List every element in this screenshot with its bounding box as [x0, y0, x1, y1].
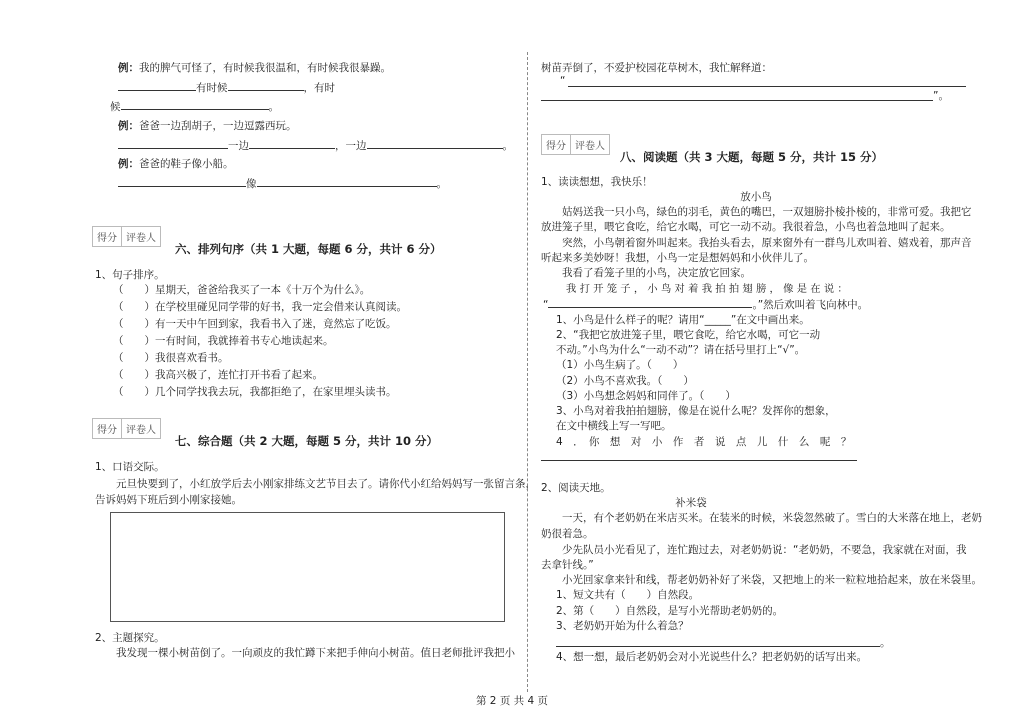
passage-2-title: 补米袋	[675, 497, 707, 509]
blank[interactable]	[121, 99, 269, 110]
passage-2-line: 奶很着急。	[541, 528, 594, 540]
passage-2-line: 小光回家拿来针和线，帮老奶奶补好了米袋，又把地上的米一粒粒地拾起来，放在米袋里。	[541, 574, 982, 586]
blank[interactable]	[118, 176, 246, 187]
reading-question: 不动。”小鸟为什么“一动不动”？请在括号里打上“√”。	[556, 344, 806, 356]
blank[interactable]	[548, 297, 752, 308]
reading-question: 3、老奶奶开始为什么着急？	[556, 620, 689, 632]
example-3-fill-line: 像 。	[118, 176, 447, 191]
example-2-fill-line: 一边 ，一边 。	[118, 138, 513, 153]
passage-2-line: 去拿针线。”	[541, 559, 594, 571]
section-7-title: 七、综合题（共 2 大题，每题 5 分，共计 10 分）	[175, 434, 439, 448]
passage-1-line: 突然，小鸟朝着窗外叫起来。我抬头看去，原来窗外有一群鸟儿欢叫着、嬉戏着，那声音	[541, 237, 972, 249]
section-7-q1-text: 元旦快要到了，小红放学后去小刚家排练文艺节目去了。请你代小红给妈妈写一张留言条，	[95, 478, 536, 490]
blank[interactable]	[257, 176, 437, 187]
reading-question: 1、短文共有（ ）自然段。	[556, 589, 700, 601]
reading-option[interactable]: （2）小鸟不喜欢我。（ ）	[556, 375, 694, 387]
section-7-q1: 1、口语交际。	[95, 461, 165, 473]
section-8-q1: 1、读读想想，我快乐！	[541, 176, 653, 188]
section-8-q2: 2、阅读天地。	[541, 482, 611, 494]
sort-item: （ ）有一天中午回到家，我看书入了迷，竟然忘了吃饭。	[113, 318, 397, 330]
reading-question: 4 ． 你 想 对 小 作 者 说 点 儿 什 么 呢 ？	[556, 436, 852, 448]
example-1: 例：我的脾气可怪了，有时候我很温和，有时候我很暴躁。	[118, 62, 391, 74]
example-1-fill-line-1: 有时候 ，有时	[118, 80, 335, 95]
passage-1-title: 放小鸟	[740, 191, 772, 203]
answer-line[interactable]	[568, 86, 966, 87]
section-8-title: 八、阅读题（共 3 大题，每题 5 分，共计 15 分）	[620, 150, 884, 164]
section-7-q2: 2、主题探究。	[95, 632, 165, 644]
passage-2-line: 一天，有个老奶奶在米店买米。在装米的时候，米袋忽然破了。雪白的大米落在地上，老奶	[541, 512, 982, 524]
quote-close: ”。	[933, 90, 949, 102]
passage-1-line: 听起来多美妙呀！我想，小鸟一定是想妈妈和小伙伴儿了。	[541, 252, 814, 264]
reading-option[interactable]: （1）小鸟生病了。（ ）	[556, 359, 684, 371]
blank[interactable]	[249, 138, 335, 149]
section-7-q1-text: 告诉妈妈下班后到小刚家接她。	[95, 494, 242, 506]
passage-1-quote: “ 。”然后欢叫着飞向林中。	[543, 299, 869, 311]
sort-item: （ ）星期天，爸爸给我买了一本《十万个为什么》。	[113, 284, 371, 296]
sort-item: （ ）我高兴极了，连忙打开书看了起来。	[113, 369, 323, 381]
passage-1-line: 我看了看笼子里的小鸟，决定放它回家。	[541, 267, 751, 279]
section-6-question: 1、句子排序。	[95, 269, 165, 281]
score-box: 得分 评卷人	[92, 226, 161, 247]
message-answer-box[interactable]	[110, 512, 505, 622]
section-7-q2-text: 我发现一棵小树苗倒了。一向顽皮的我忙蹲下来把手伸向小树苗。值日老师批评我把小	[95, 647, 515, 659]
passage-1-line: 我 打 开 笼 子 ， 小 鸟 对 着 我 拍 拍 翅 膀 ， 像 是 在 说 ：	[566, 283, 848, 295]
quote-open: “	[560, 75, 566, 87]
example-1-fill-line-2: 候 。	[110, 101, 279, 113]
sort-item: （ ）我很喜欢看书。	[113, 352, 229, 364]
blank[interactable]	[118, 138, 228, 149]
score-box: 得分 评卷人	[92, 418, 161, 439]
reading-question: 2、“我把它放进笼子里，喂它食吃，给它水喝，可它一动	[556, 329, 821, 341]
blank[interactable]	[118, 80, 196, 91]
passage-2-line: 少先队员小光看见了，连忙跑过去，对老奶奶说：“老奶奶，不要急，我家就在对面，我	[541, 544, 967, 556]
reading-question: 3、小鸟对着我拍拍翅膀，像是在说什么呢？发挥你的想象，	[556, 405, 836, 417]
sort-item: （ ）在学校里碰见同学带的好书，我一定会借来认真阅读。	[113, 301, 407, 313]
answer-period: 。	[880, 637, 891, 649]
answer-line[interactable]	[556, 646, 880, 647]
reading-question: 4、想一想，最后老奶奶会对小光说些什么？把老奶奶的话写出来。	[556, 651, 868, 663]
reading-question: 2、第（ ）自然段，是写小光帮助老奶奶的。	[556, 605, 784, 617]
example-3: 例：爸爸的鞋子像小船。	[118, 158, 234, 170]
passage-1-line: 姑妈送我一只小鸟，绿色的羽毛，黄色的嘴巴，一双翅膀扑棱扑棱的，非常可爱。我把它	[541, 206, 972, 218]
reading-question: 1、小鸟是什么样子的呢？请用“_____”在文中画出来。	[556, 314, 810, 326]
passage-1-line: 放进笼子里，喂它食吃，给它水喝，可它一动不动。我很着急，小鸟也着急地叫了起来。	[541, 221, 951, 233]
continued-text: 树苗弄倒了，不爱护校园花草树木，我忙解释道：	[541, 62, 772, 74]
blank[interactable]	[228, 80, 304, 91]
blank[interactable]	[367, 138, 503, 149]
reading-option[interactable]: （3）小鸟想念妈妈和同伴了。（ ）	[556, 390, 736, 402]
score-box: 得分 评卷人	[541, 134, 610, 155]
section-6-title: 六、排列句序（共 1 大题，每题 6 分，共计 6 分）	[175, 242, 442, 256]
column-divider	[527, 52, 529, 692]
answer-line[interactable]	[541, 460, 857, 461]
sort-item: （ ）几个同学找我去玩，我都拒绝了，在家里埋头读书。	[113, 386, 397, 398]
sort-item: （ ）一有时间，我就捧着书专心地读起来。	[113, 335, 334, 347]
reading-question: 在文中横线上写一写吧。	[556, 420, 672, 432]
example-2: 例：爸爸一边刮胡子，一边逗露西玩。	[118, 120, 297, 132]
answer-line[interactable]	[541, 100, 933, 101]
page-footer: 第 2 页 共 4 页	[475, 695, 549, 707]
